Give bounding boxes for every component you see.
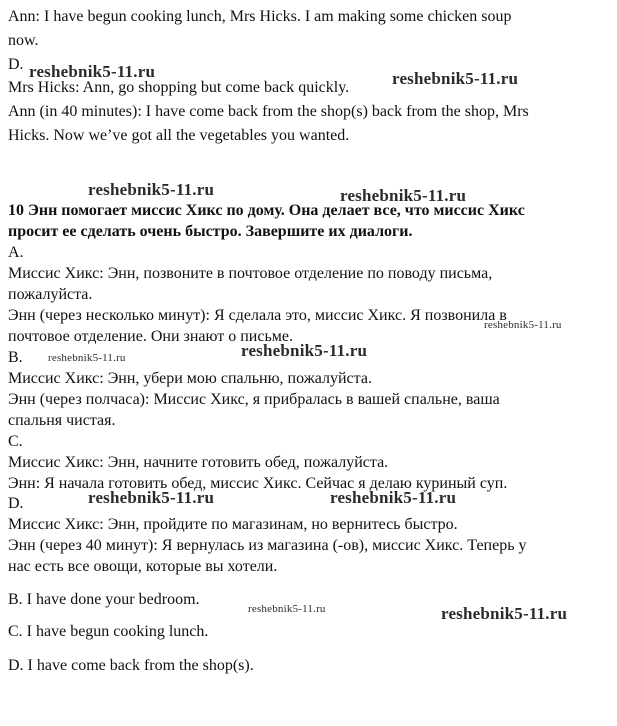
watermark: reshebnik5-11.ru (340, 186, 467, 205)
text-line: Энн (через 40 минут): Я вернулась из магазина (-ов), миссис Хикс. Теперь у (8, 537, 527, 554)
watermark: reshebnik5-11.ru (88, 488, 215, 507)
watermark: reshebnik5-11.ru (392, 69, 519, 88)
text-line: Энн: Я начала готовить обед, миссис Хикс. Сейчас я делаю куриный суп. (8, 475, 508, 492)
watermark: reshebnik5-11.ru (29, 62, 156, 81)
exercise-heading: просит ее сделать очень быстро. Завершите их диалоги. (8, 223, 413, 240)
text-line: D. (8, 495, 24, 512)
text-line: C. (8, 433, 23, 450)
text-line: Энн (через несколько минут): Я сделала это, миссис Хикс. Я позвонила в (8, 307, 507, 324)
text-line: Миссис Хикс: Энн, позвоните в почтовое отделение по поводу письма, (8, 265, 493, 282)
text-line: A. (8, 244, 24, 261)
text-line: Миссис Хикс: Энн, пройдите по магазинам, но вернитесь быстро. (8, 516, 458, 533)
text-line: Hicks. Now we’ve got all the vegetables you wanted. (8, 127, 350, 144)
text-line: Энн (через полчаса): Миссис Хикс, я прибралась в вашей спальне, ваша (8, 391, 500, 408)
watermark: reshebnik5-11.ru (441, 604, 568, 623)
text-line: D. (8, 56, 24, 73)
text-line: Ann (in 40 minutes): I have come back from the shop(s) back from the shop, Mrs (8, 103, 529, 120)
answer-line: B. I have done your bedroom. (8, 591, 200, 608)
text-line: now. (8, 32, 39, 49)
text-line: Mrs Hicks: Ann, go shopping but come back quickly. (8, 79, 350, 96)
text-line: Миссис Хикс: Энн, начните готовить обед, пожалуйста. (8, 454, 389, 471)
watermark: reshebnik5-11.ru (248, 603, 326, 615)
text-line: почтовое отделение. Они знают о письме. (8, 328, 293, 345)
watermark: reshebnik5-11.ru (241, 341, 368, 360)
text-line: пожалуйста. (8, 286, 93, 303)
text-line: Ann: I have begun cooking lunch, Mrs Hicks. I am making some chicken soup (8, 8, 512, 25)
watermark: reshebnik5-11.ru (330, 488, 457, 507)
text-line: спальня чистая. (8, 412, 116, 429)
watermark: reshebnik5-11.ru (484, 319, 562, 331)
text-line: Миссис Хикс: Энн, убери мою спальню, пожалуйста. (8, 370, 372, 387)
answer-line: D. I have come back from the shop(s). (8, 657, 254, 674)
watermark: reshebnik5-11.ru (48, 352, 126, 364)
text-line: B. (8, 349, 23, 366)
watermark: reshebnik5-11.ru (88, 180, 215, 199)
text-line: нас есть все овощи, которые вы хотели. (8, 558, 278, 575)
exercise-heading: 10 Энн помогает миссис Хикс по дому. Она делает все, что миссис Хикс (8, 202, 525, 219)
answer-line: C. I have begun cooking lunch. (8, 623, 209, 640)
